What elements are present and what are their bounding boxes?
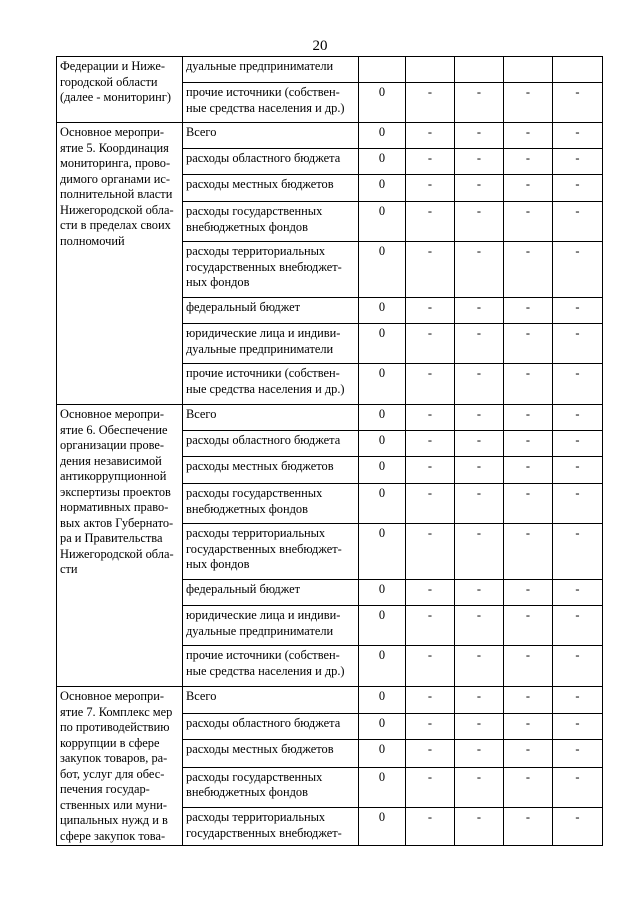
value-cell: 0 (359, 324, 406, 364)
activity-line: полномочий (60, 233, 125, 248)
funding-source-cell (183, 606, 359, 646)
activity-line: Нижегородской обла- (60, 546, 174, 561)
value-cell: - (455, 687, 504, 714)
value-cell: - (553, 298, 603, 324)
funding-source-line: Всего (186, 125, 217, 139)
page-number: 20 (312, 38, 328, 54)
activity-line: Основное меропри- (60, 125, 165, 139)
funding-source-line: Всего (186, 407, 217, 421)
value-cell: 0 (359, 202, 406, 242)
funding-source-cell (183, 242, 359, 298)
value-cell: - (553, 646, 603, 687)
funding-source-line: ные средства населения и др.) (186, 663, 345, 678)
activity-cell (57, 57, 183, 123)
funding-source-line: расходы областного бюджета (186, 715, 341, 730)
value-cell: - (553, 175, 603, 202)
value-cell: - (504, 364, 553, 405)
value-cell: - (553, 123, 603, 149)
value-cell: 0 (359, 606, 406, 646)
funding-source-cell (183, 524, 359, 580)
funding-source-cell (183, 298, 359, 324)
funding-source-cell (183, 580, 359, 606)
value-cell: - (504, 242, 553, 298)
value-cell: - (504, 431, 553, 457)
funding-source-cell (183, 202, 359, 242)
value-cell: - (455, 242, 504, 298)
value-cell (504, 57, 553, 83)
funding-source-line: расходы местных бюджетов (186, 742, 334, 756)
value-cell: - (504, 606, 553, 646)
value-cell: - (504, 202, 553, 242)
activity-cell (57, 405, 183, 687)
value-cell (455, 57, 504, 83)
value-cell: - (406, 767, 455, 808)
value-cell: - (553, 324, 603, 364)
activity-line: антикоррупционной (60, 469, 167, 483)
value-cell: - (553, 202, 603, 242)
value-cell: - (553, 484, 603, 524)
value-cell: - (406, 740, 455, 768)
value-cell: - (553, 740, 603, 768)
value-cell: - (553, 457, 603, 484)
value-cell: - (406, 431, 455, 457)
activity-line: ятие 6. Обеспечение (60, 422, 168, 437)
value-cell: - (553, 606, 603, 646)
funding-source-line: прочие источники (собствен- (186, 648, 340, 662)
value-cell: - (455, 713, 504, 740)
value-cell: 0 (359, 767, 406, 808)
value-cell: 0 (359, 740, 406, 768)
funding-source-line: дуальные предприниматели (186, 59, 334, 73)
funding-source-cell (183, 457, 359, 484)
funding-source-line: государственных внебюджет- (186, 825, 342, 840)
activity-line: Нижегородской обла- (60, 202, 174, 217)
value-cell: - (553, 767, 603, 808)
value-cell: 0 (359, 457, 406, 484)
value-cell: - (455, 524, 504, 580)
value-cell: - (504, 524, 553, 580)
value-cell: - (504, 740, 553, 768)
table-row (57, 57, 603, 83)
funding-source-line: юридические лица и индиви- (186, 326, 341, 340)
funding-source-cell (183, 484, 359, 524)
value-cell: 0 (359, 364, 406, 405)
value-cell: 0 (359, 298, 406, 324)
funding-source-line: расходы областного бюджета (186, 433, 341, 447)
funding-source-line: ные средства населения и др.) (186, 381, 345, 396)
value-cell: - (504, 713, 553, 740)
value-cell: - (504, 175, 553, 202)
funding-source-line: федеральный бюджет (186, 300, 301, 314)
value-cell: - (455, 405, 504, 431)
value-cell: 0 (359, 83, 406, 123)
value-cell: 0 (359, 405, 406, 431)
funding-source-cell (183, 123, 359, 149)
value-cell: - (504, 646, 553, 687)
table-row (57, 405, 603, 431)
activity-line: дения независимой (60, 453, 162, 468)
value-cell: - (504, 298, 553, 324)
activity-line: нормативных право- (60, 500, 169, 514)
activity-line: закупок товаров, ра- (60, 751, 168, 765)
activity-line: бот, услуг для обес- (60, 766, 165, 781)
value-cell: - (406, 524, 455, 580)
value-cell: - (406, 808, 455, 846)
value-cell: - (455, 431, 504, 457)
activity-line: сти в пределах своих (60, 218, 171, 232)
value-cell: - (504, 123, 553, 149)
activity-line: вых актов Губернато- (60, 515, 174, 530)
value-cell: - (504, 808, 553, 846)
funding-source-line: расходы государственных (186, 204, 323, 218)
funding-source-line: расходы государственных (186, 486, 323, 500)
value-cell: 0 (359, 484, 406, 524)
funding-source-line: Всего (186, 689, 217, 703)
value-cell: - (455, 457, 504, 484)
value-cell: 0 (359, 175, 406, 202)
value-cell: - (455, 740, 504, 768)
activity-line: городской области (60, 74, 158, 89)
funding-source-cell (183, 431, 359, 457)
value-cell: - (455, 606, 504, 646)
value-cell: - (553, 405, 603, 431)
activity-line: сфере закупок това- (60, 828, 166, 843)
value-cell: - (406, 324, 455, 364)
value-cell: - (455, 175, 504, 202)
value-cell: - (504, 767, 553, 808)
funding-source-line: расходы территориальных (186, 526, 326, 540)
activity-line: ра и Правительства (60, 531, 163, 545)
value-cell: 0 (359, 808, 406, 846)
table-row (57, 687, 603, 714)
activity-line: ятие 7. Комплекс мер (60, 704, 173, 719)
value-cell: - (504, 324, 553, 364)
activity-line: ципальных нужд и в (60, 813, 168, 827)
funding-source-cell (183, 175, 359, 202)
value-cell: - (406, 713, 455, 740)
value-cell: 0 (359, 687, 406, 714)
value-cell: - (504, 405, 553, 431)
funding-source-line: расходы местных бюджетов (186, 177, 334, 191)
funding-source-cell (183, 687, 359, 714)
value-cell: - (553, 431, 603, 457)
value-cell: - (455, 808, 504, 846)
value-cell: - (504, 580, 553, 606)
funding-source-cell (183, 713, 359, 740)
value-cell: - (406, 364, 455, 405)
funding-source-cell (183, 57, 359, 83)
funding-source-line: прочие источники (собствен- (186, 85, 340, 99)
funding-source-cell (183, 767, 359, 808)
funding-source-line: федеральный бюджет (186, 582, 301, 596)
funding-source-cell (183, 405, 359, 431)
value-cell: - (406, 202, 455, 242)
value-cell: 0 (359, 580, 406, 606)
value-cell: - (553, 149, 603, 175)
value-cell: 0 (359, 646, 406, 687)
value-cell: 0 (359, 123, 406, 149)
value-cell: - (455, 202, 504, 242)
value-cell: 0 (359, 713, 406, 740)
value-cell: - (406, 83, 455, 123)
value-cell (553, 57, 603, 83)
value-cell: - (553, 524, 603, 580)
value-cell: - (455, 149, 504, 175)
value-cell: - (553, 242, 603, 298)
value-cell: - (406, 646, 455, 687)
value-cell: 0 (359, 149, 406, 175)
value-cell: - (455, 298, 504, 324)
value-cell: - (504, 484, 553, 524)
value-cell (359, 57, 406, 83)
value-cell: - (553, 83, 603, 123)
value-cell (406, 57, 455, 83)
value-cell: - (455, 646, 504, 687)
value-cell: 0 (359, 242, 406, 298)
value-cell: - (455, 484, 504, 524)
funding-source-line: расходы государственных (186, 769, 323, 784)
funding-source-line: расходы местных бюджетов (186, 459, 334, 473)
funding-source-line: юридические лица и индиви- (186, 608, 341, 622)
activity-line: (далее - мониторинг) (60, 90, 171, 104)
funding-source-line: ных фондов (186, 275, 250, 289)
value-cell: - (406, 298, 455, 324)
activity-line: коррупции в сфере (60, 735, 160, 750)
funding-source-cell (183, 646, 359, 687)
activity-line: печения государ- (60, 782, 150, 796)
activity-line: ятие 5. Координация (60, 140, 169, 155)
value-cell: - (406, 606, 455, 646)
activity-line: экспертизы проектов (60, 484, 171, 499)
funding-source-line: ных фондов (186, 557, 250, 571)
activity-line: сти (60, 562, 78, 576)
value-cell: - (553, 808, 603, 846)
value-cell: - (504, 83, 553, 123)
activity-cell (57, 687, 183, 846)
value-cell: - (406, 484, 455, 524)
value-cell: - (553, 687, 603, 714)
value-cell: - (406, 580, 455, 606)
activity-line: Федерации и Ниже- (60, 59, 165, 73)
funding-source-line: ные средства населения и др.) (186, 100, 345, 115)
value-cell: - (504, 149, 553, 175)
value-cell: - (406, 149, 455, 175)
value-cell: - (406, 123, 455, 149)
value-cell: - (504, 687, 553, 714)
activity-line: по противодействию (60, 720, 170, 734)
funding-source-line: дуальные предприниматели (186, 341, 334, 356)
funding-source-cell (183, 808, 359, 846)
value-cell: - (553, 364, 603, 405)
funding-source-cell (183, 83, 359, 123)
funding-source-line: дуальные предприниматели (186, 623, 334, 638)
funding-source-cell (183, 364, 359, 405)
value-cell: - (455, 767, 504, 808)
funding-source-line: расходы областного бюджета (186, 151, 341, 165)
activity-line: мониторинга, прово- (60, 156, 171, 170)
funding-source-line: внебюджетных фондов (186, 219, 308, 234)
table-row (57, 123, 603, 149)
funding-source-line: внебюджетных фондов (186, 785, 308, 800)
value-cell: - (455, 364, 504, 405)
funding-source-cell (183, 149, 359, 175)
funding-source-cell (183, 740, 359, 768)
funding-source-line: расходы территориальных (186, 244, 326, 258)
activity-line: димого органами ис- (60, 171, 170, 186)
value-cell: - (553, 713, 603, 740)
funding-source-line: расходы территориальных (186, 810, 326, 825)
activity-line: ственных или муни- (60, 797, 168, 812)
activity-cell (57, 123, 183, 405)
value-cell: - (455, 324, 504, 364)
value-cell: - (406, 242, 455, 298)
value-cell: - (504, 457, 553, 484)
value-cell: 0 (359, 431, 406, 457)
value-cell: - (406, 175, 455, 202)
activity-line: Основное меропри- (60, 689, 165, 703)
funding-source-cell (183, 324, 359, 364)
value-cell: - (406, 687, 455, 714)
activity-line: Основное меропри- (60, 407, 165, 421)
value-cell: 0 (359, 524, 406, 580)
value-cell: - (455, 83, 504, 123)
value-cell: - (553, 580, 603, 606)
funding-source-line: государственных внебюджет- (186, 259, 342, 274)
value-cell: - (406, 405, 455, 431)
value-cell: - (455, 123, 504, 149)
funding-table (56, 56, 603, 846)
activity-line: полнительной власти (60, 187, 173, 201)
funding-source-line: государственных внебюджет- (186, 541, 342, 556)
value-cell: - (406, 457, 455, 484)
funding-source-line: прочие источники (собствен- (186, 366, 340, 380)
value-cell: - (455, 580, 504, 606)
funding-source-line: внебюджетных фондов (186, 501, 308, 516)
activity-line: организации прове- (60, 438, 165, 452)
